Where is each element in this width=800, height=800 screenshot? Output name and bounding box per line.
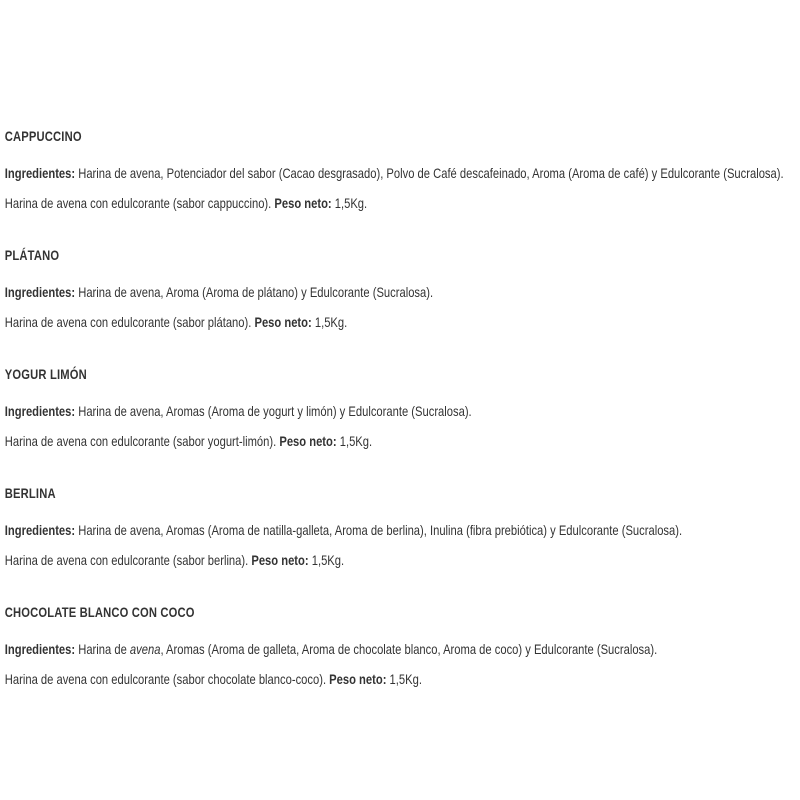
description-text: Harina de avena con edulcorante (sabor chocolate blanco-coco). xyxy=(4,671,330,687)
ingredients-label: Ingredientes: xyxy=(4,284,76,300)
peso-neto-value: 1,5Kg. xyxy=(386,671,422,687)
description-line xyxy=(5,193,800,213)
peso-neto-value: 1,5Kg. xyxy=(331,195,368,211)
ingredients-text: , Aromas (Aroma de galleta, Aroma de chocolate blanco, Aroma de coco) y Edulcorante (Sucralosa). xyxy=(160,641,658,657)
product-section-platano xyxy=(5,245,800,332)
product-section-yogur-limon xyxy=(5,364,800,451)
product-name-heading: CHOCOLATE BLANCO CON COCO xyxy=(4,604,195,620)
description-line xyxy=(5,431,800,451)
peso-neto-value: 1,5Kg. xyxy=(336,433,373,449)
peso-neto-label: Peso neto: xyxy=(254,314,312,330)
product-name-heading: YOGUR LIMÓN xyxy=(4,366,87,382)
ingredients-text: Harina de avena, Aromas (Aroma de natilla-galleta, Aroma de berlina), Inulina (fibra prebiótica) y Edulcorante (Sucralosa). xyxy=(75,522,683,538)
description-text: Harina de avena con edulcorante (sabor yogurt-limón). xyxy=(4,433,280,449)
ingredients-text: Harina de avena, Aromas (Aroma de yogurt y limón) y Edulcorante (Sucralosa). xyxy=(75,403,472,419)
product-name-heading: PLÁTANO xyxy=(4,247,60,263)
peso-neto-value: 1,5Kg. xyxy=(311,314,348,330)
ingredients-label: Ingredientes: xyxy=(4,165,76,181)
ingredients-line xyxy=(5,639,800,659)
product-section-berlina xyxy=(5,483,800,570)
ingredients-text-pre: Harina de xyxy=(75,641,130,657)
ingredients-text: Harina de avena, Aroma (Aroma de plátano) y Edulcorante (Sucralosa). xyxy=(75,284,434,300)
ingredients-line xyxy=(5,163,800,183)
peso-neto-value: 1,5Kg. xyxy=(308,552,345,568)
ingredients-line xyxy=(5,520,800,540)
description-text: Harina de avena con edulcorante (sabor plátano). xyxy=(4,314,255,330)
description-line xyxy=(5,312,800,332)
description-text: Harina de avena con edulcorante (sabor cappuccino). xyxy=(4,195,275,211)
description-text: Harina de avena con edulcorante (sabor berlina). xyxy=(4,552,252,568)
product-section-cappuccino xyxy=(5,126,800,213)
peso-neto-label: Peso neto: xyxy=(329,671,387,687)
description-line xyxy=(5,669,800,689)
product-name-heading: CAPPUCCINO xyxy=(4,128,82,144)
product-name-heading: BERLINA xyxy=(4,485,56,501)
ingredients-label: Ingredientes: xyxy=(4,403,76,419)
ingredients-text-italic: avena xyxy=(129,641,161,657)
ingredients-line xyxy=(5,401,800,421)
ingredients-label: Ingredientes: xyxy=(4,641,76,657)
ingredients-line xyxy=(5,282,800,302)
peso-neto-label: Peso neto: xyxy=(274,195,332,211)
description-line xyxy=(5,550,800,570)
ingredients-text: Harina de avena, Potenciador del sabor (Cacao desgrasado), Polvo de Café descafeinado, Aroma (Aroma de café) y Edulcorante (Sucralosa). xyxy=(75,165,784,181)
peso-neto-label: Peso neto: xyxy=(251,552,309,568)
product-section-chocolate-blanco-coco xyxy=(5,602,800,689)
peso-neto-label: Peso neto: xyxy=(279,433,337,449)
ingredients-label: Ingredientes: xyxy=(4,522,76,538)
